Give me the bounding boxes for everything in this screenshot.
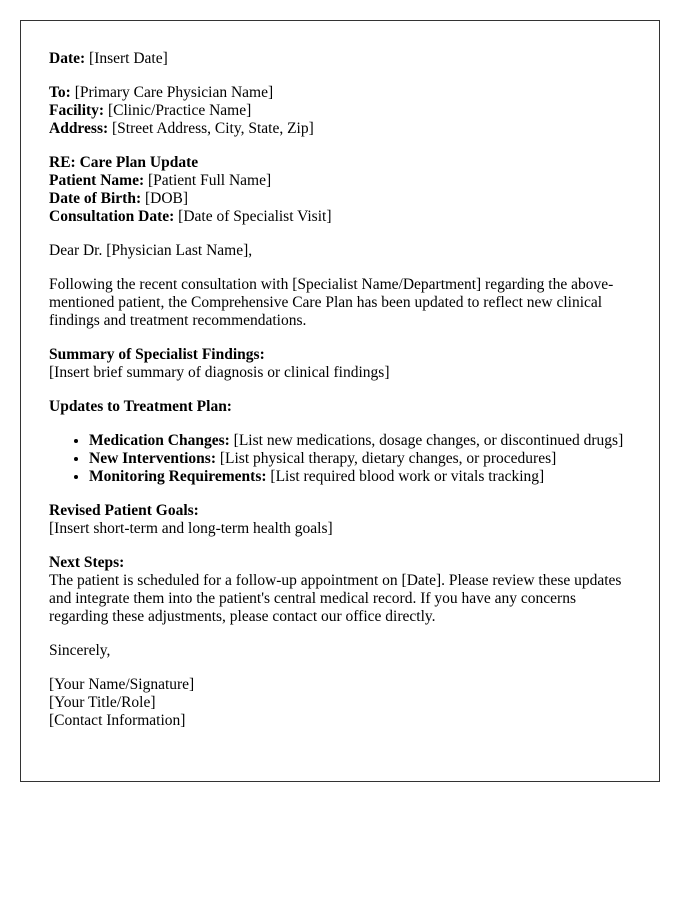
patient-name-value: [Patient Full Name]: [148, 172, 272, 189]
consultation-label: Consultation Date:: [49, 208, 175, 225]
next-steps-section: [49, 554, 631, 626]
facility-value: [Clinic/Practice Name]: [107, 102, 252, 119]
facility-label: Facility:: [49, 102, 105, 119]
recipient-block: [49, 84, 631, 138]
to-line: [49, 84, 631, 102]
treatment-item-medication: [89, 432, 631, 450]
next-steps-text: The patient is scheduled for a follow-up appointment on [Date]. Please review these updates and integrate them into the patient's central medical record. If you have any concerns regarding these adjustments, please contact our office directly.: [49, 572, 622, 625]
treatment-item-interventions: [89, 450, 631, 468]
dob-label: Date of Birth:: [49, 190, 142, 207]
intro-paragraph: Following the recent consultation with [Specialist Name/Department] regarding the above-mentioned patient, the Comprehensive Care Plan has been updated to reflect new clinical findings and treatment recommendations.: [49, 276, 614, 329]
goals-section: [49, 502, 631, 538]
address-label: Address:: [49, 120, 109, 137]
date-value: [Insert Date]: [89, 50, 168, 67]
patient-name-label: Patient Name:: [49, 172, 145, 189]
dob-line: [49, 190, 631, 208]
treatment-item-text: [List physical therapy, dietary changes, or procedures]: [219, 450, 557, 467]
next-steps-heading: Next Steps:: [49, 554, 125, 571]
date-line: [49, 50, 631, 68]
treatment-item-monitoring: [89, 468, 631, 486]
salutation: Dear Dr. [Physician Last Name],: [49, 242, 253, 259]
treatment-list: [49, 432, 631, 486]
goals-text: [Insert short-term and long-term health goals]: [49, 520, 333, 537]
re-subject: RE: Care Plan Update: [49, 154, 199, 171]
consultation-line: [49, 208, 631, 226]
treatment-heading-text: Updates to Treatment Plan:: [49, 398, 232, 415]
closing: Sincerely,: [49, 642, 111, 659]
letter-document: [20, 20, 660, 782]
re-block: [49, 154, 631, 226]
to-value: [Primary Care Physician Name]: [74, 84, 274, 101]
patient-name-line: [49, 172, 631, 190]
signature-title: [Your Title/Role]: [49, 694, 156, 711]
date-label: Date:: [49, 50, 86, 67]
address-value: [Street Address, City, State, Zip]: [112, 120, 314, 137]
treatment-item-text: [List required blood work or vitals tracking]: [270, 468, 545, 485]
to-label: To:: [49, 84, 71, 101]
findings-text: [Insert brief summary of diagnosis or clinical findings]: [49, 364, 390, 381]
goals-heading: Revised Patient Goals:: [49, 502, 199, 519]
facility-line: [49, 102, 631, 120]
treatment-heading: [49, 398, 631, 416]
treatment-item-label: Medication Changes:: [89, 432, 230, 449]
treatment-item-text: [List new medications, dosage changes, or discontinued drugs]: [233, 432, 624, 449]
consultation-value: [Date of Specialist Visit]: [178, 208, 332, 225]
treatment-item-label: Monitoring Requirements:: [89, 468, 267, 485]
signature-name: [Your Name/Signature]: [49, 676, 195, 693]
findings-heading: Summary of Specialist Findings:: [49, 346, 265, 363]
signature-block: [49, 676, 631, 730]
signature-contact: [Contact Information]: [49, 712, 186, 729]
dob-value: [DOB]: [145, 190, 189, 207]
findings-section: [49, 346, 631, 382]
treatment-item-label: New Interventions:: [89, 450, 216, 467]
address-line: [49, 120, 631, 138]
